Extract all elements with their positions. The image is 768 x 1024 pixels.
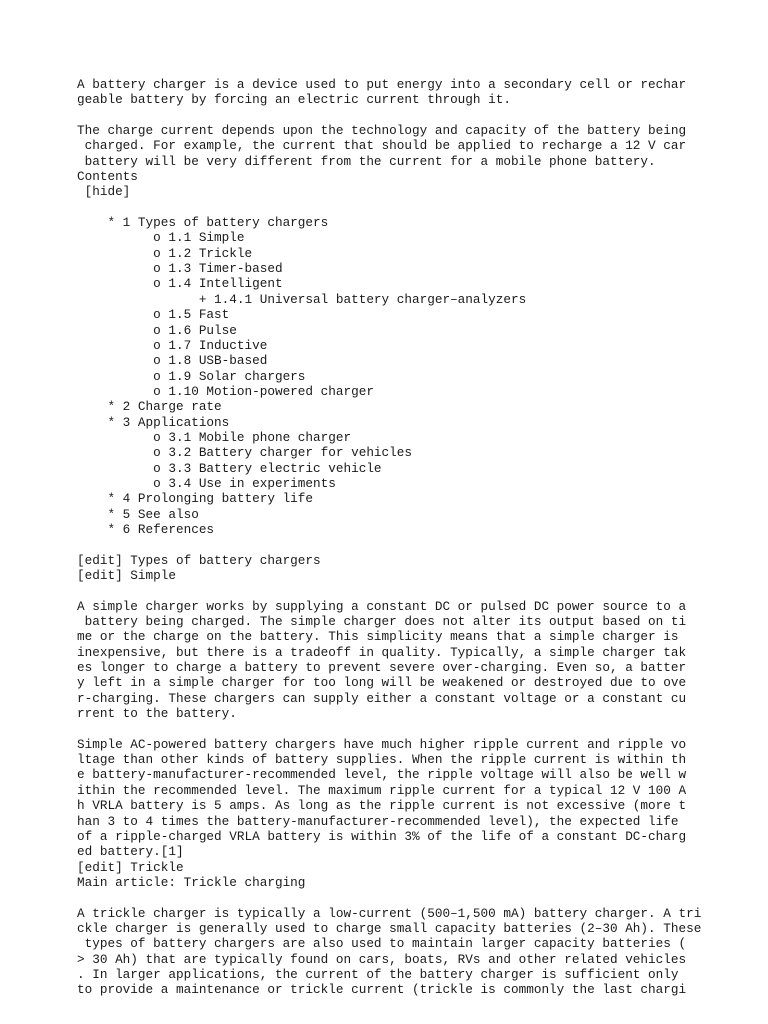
text-line: * 4 Prolonging battery life	[77, 491, 314, 507]
text-line: ed battery.[1]	[77, 844, 184, 860]
blank-line	[77, 200, 697, 215]
text-line: ithin the recommended level. The maximum ripple current for a typical 12 V 100 A	[77, 782, 687, 798]
text-line: o 1.1 Simple	[77, 230, 245, 246]
text-line: o 1.2 Trickle	[77, 245, 253, 261]
text-line: h VRLA battery is 5 amps. As long as the ripple current is not excessive (more t	[77, 798, 687, 814]
text-line: inexpensive, but there is a tradeoff in quality. Typically, a simple charger tak	[77, 644, 687, 660]
text-line: o 3.2 Battery charger for vehicles	[77, 445, 413, 461]
text-line: [edit] Simple	[77, 568, 176, 583]
text-line: A trickle charger is typically a low-current (500–1,500 mA) battery charger. A tri	[77, 905, 702, 921]
text-line: o 3.4 Use in experiments	[77, 475, 336, 491]
blank-line	[77, 721, 697, 736]
blank-line	[77, 583, 697, 598]
text-line: r-charging. These chargers can supply either a constant voltage or a constant cu	[77, 690, 687, 706]
text-line: me or the charge on the battery. This simplicity means that a simple charger is	[77, 629, 679, 645]
text-line: Main article: Trickle charging	[77, 874, 306, 890]
text-line: rrent to the battery.	[77, 706, 237, 722]
text-line: geable battery by forcing an electric current through it.	[77, 92, 511, 108]
text-line: o 1.4 Intelligent	[77, 276, 283, 292]
text-line: y left in a simple charger for too long will be weakened or destroyed due to ove	[77, 675, 687, 691]
text-line: es longer to charge a battery to prevent severe over-charging. Even so, a batter	[77, 660, 687, 676]
text-line: > 30 Ah) that are typically found on cars, boats, RVs and other related vehicles	[77, 951, 687, 967]
text-line: o 1.5 Fast	[77, 307, 230, 323]
text-line: * 5 See also	[77, 506, 199, 522]
text-line: o 1.8 USB-based	[77, 353, 268, 369]
text-line: types of battery chargers are also used to maintain larger capacity batteries (	[77, 936, 687, 952]
text-line: o 1.6 Pulse	[77, 322, 237, 338]
document-body	[77, 77, 702, 998]
text-line: to provide a maintenance or trickle current (trickle is commonly the last chargi	[77, 982, 687, 998]
text-line: e battery-manufacturer-recommended level, the ripple voltage will also be well w	[77, 767, 687, 783]
blank-line	[77, 108, 697, 123]
text-line: * 2 Charge rate	[77, 399, 222, 415]
text-line: The charge current depends upon the technology and capacity of the battery being	[77, 123, 687, 139]
text-line: o 1.7 Inductive	[77, 337, 268, 353]
blank-line	[77, 537, 697, 552]
text-line: of a ripple-charged VRLA battery is within 3% of the life of a constant DC-charg	[77, 828, 687, 844]
text-line: o 3.1 Mobile phone charger	[77, 429, 352, 445]
text-line: o 1.9 Solar chargers	[77, 368, 306, 384]
text-line: * 3 Applications	[77, 414, 230, 430]
text-line: * 1 Types of battery chargers	[77, 215, 329, 231]
text-line: A simple charger works by supplying a constant DC or pulsed DC power source to a	[77, 598, 687, 614]
blank-line	[77, 890, 697, 905]
text-line: han 3 to 4 times the battery-manufacturer-recommended level), the expected life	[77, 813, 679, 829]
text-line: * 6 References	[77, 521, 215, 537]
text-line: ltage than other kinds of battery supplies. When the ripple current is within th	[77, 752, 687, 768]
text-line: . In larger applications, the current of the battery charger is sufficient only	[77, 966, 679, 982]
text-line: Simple AC-powered battery chargers have much higher ripple current and ripple vo	[77, 736, 687, 752]
text-line: + 1.4.1 Universal battery charger–analyzers	[77, 291, 527, 307]
text-line: ckle charger is generally used to charge small capacity batteries (2–30 Ah). These	[77, 920, 702, 936]
text-line: battery being charged. The simple charger does not alter its output based on ti	[77, 614, 687, 630]
text-line: o 1.10 Motion-powered charger	[77, 383, 374, 399]
text-line: [hide]	[77, 184, 131, 200]
text-line: charged. For example, the current that should be applied to recharge a 12 V car	[77, 138, 687, 154]
text-line: o 1.3 Timer-based	[77, 261, 283, 277]
text-line: A battery charger is a device used to put energy into a secondary cell or rechar	[77, 77, 687, 92]
text-line: o 3.3 Battery electric vehicle	[77, 460, 382, 476]
text-line: Contents	[77, 169, 138, 185]
text-line: [edit] Types of battery chargers	[77, 552, 321, 568]
text-line: [edit] Trickle	[77, 859, 184, 875]
text-line: battery will be very different from the current for a mobile phone battery.	[77, 153, 656, 169]
